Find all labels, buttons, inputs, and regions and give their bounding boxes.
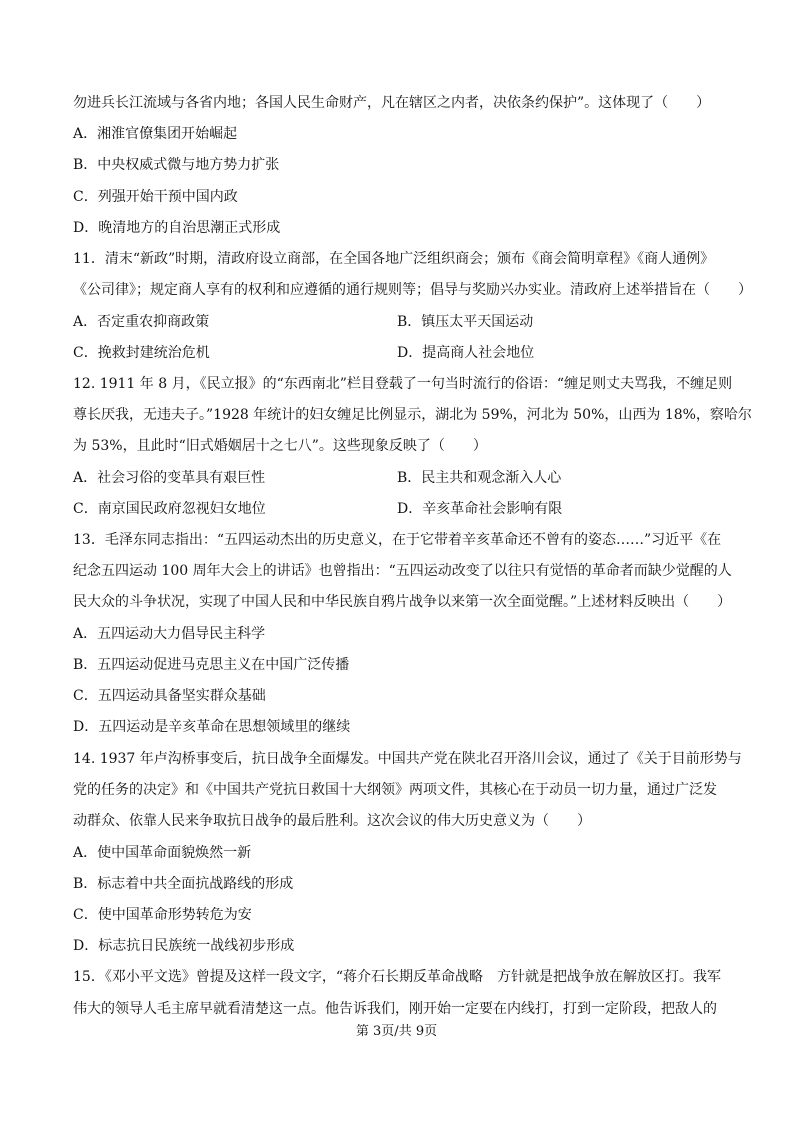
question-11-stem-line: 11．清末“新政”时期，清政府设立商部，在全国各地广泛组织商会；颁布《商会简明章程》《商人通例》: [73, 251, 715, 267]
q11-option-b: B．镇压太平天国运动: [397, 314, 534, 330]
q12-option-a: A．社会习俗的变革具有艰巨性: [73, 470, 266, 486]
question-15-stem-line: 伟大的领导人毛主席早就看清楚这一点。他告诉我们，刚开始一定要在内线打，打到一定阶段，把敌人的: [73, 1001, 717, 1017]
page-number-footer: 第 3页/共 9页: [355, 1024, 438, 1039]
question-14-stem-line: 党的任务的决定》和《中国共产党抗日救国十大纲领》两项文件，其核心在于动员一切力量，通过广泛发: [73, 782, 717, 798]
question-12-stem-line: 为 53%，且此时“旧式婚姻居十之七八”。这些现象反映了（ ）: [73, 438, 487, 454]
q11-option-c: C．挽救封建统治危机: [73, 345, 210, 361]
q12-option-d: D．辛亥革命社会影响有限: [397, 501, 563, 517]
q10-option-a: A．湘淮官僚集团开始崛起: [73, 126, 238, 142]
q14-option-d: D．标志抗日民族统一战线初步形成: [73, 938, 295, 954]
question-13-stem-line: 13．毛泽东同志指出：“五四运动杰出的历史意义，在于它带着辛亥革命还不曾有的姿态……”习近平《在: [73, 532, 722, 548]
q10-option-c: C．列强开始干预中国内政: [73, 189, 238, 205]
q13-option-b: B．五四运动促进马克思主义在中国广泛传播: [73, 657, 350, 673]
question-15-stem-line: 15．《邓小平文选》曾提及这样一段文字，“蒋介石长期反革命战略 方针就是把战争放在解放区打。我军: [73, 969, 721, 985]
q13-option-c: C．五四运动具备坚实群众基础: [73, 688, 266, 704]
question-14-stem-line: 14. 1937 年卢沟桥事变后，抗日战争全面爆发。中国共产党在陕北召开洛川会议，通过了《关于目前形势与: [73, 751, 742, 767]
q14-option-b: B．标志着中共全面抗战路线的形成: [73, 876, 294, 892]
question-12-stem-line: 尊长厌我，无违夫子。”1928 年统计的妇女缠足比例显示，湖北为 59%，河北为 50%，山西为 18%，察哈尔: [73, 407, 752, 423]
q14-option-c: C．使中国革命形势转危为安: [73, 907, 252, 923]
question-13-stem-line: 民大众的斗争状况，实现了中国人民和中华民族自鸦片战争以来第一次全面觉醒。”上述材料反映出（ ）: [73, 594, 732, 610]
question-10-stem-tail: 勿进兵长江流域与各省内地；各国人民生命财产，凡在辖区之内者，决依条约保护”。这体现了（ ）: [73, 95, 711, 111]
q11-option-a: A．否定重农抑商政策: [73, 314, 210, 330]
q12-option-b: B．民主共和观念渐入人心: [397, 470, 562, 486]
question-13-stem-line: 纪念五四运动 100 周年大会上的讲话》也曾指出：“五四运动改变了以往只有觉悟的革命者而缺少觉醒的人: [73, 563, 732, 579]
q10-option-b: B．中央权威式微与地方势力扩张: [73, 157, 280, 173]
q13-option-a: A．五四运动大力倡导民主科学: [73, 626, 266, 642]
question-12-stem-line: 12. 1911 年 8 月，《民立报》的“东西南北”栏目登载了一句当时流行的俗语：“缠足则丈夫骂我，不缠足则: [73, 376, 733, 392]
q10-option-d: D．晚清地方的自治思潮正式形成: [73, 220, 281, 236]
q13-option-d: D．五四运动是辛亥革命在思想领域里的继续: [73, 719, 351, 735]
question-11-stem-line: 《公司律》；规定商人享有的权利和应遵循的通行规则等；倡导与奖励兴办实业。清政府上述举措旨在（ ）: [73, 282, 752, 298]
question-14-stem-line: 动群众、依靠人民来争取抗日战争的最后胜利。这次会议的伟大历史意义为（ ）: [73, 813, 591, 829]
q11-option-d: D．提高商人社会地位: [397, 345, 535, 361]
q14-option-a: A．使中国革命面貌焕然一新: [73, 845, 252, 861]
q12-option-c: C．南京国民政府忽视妇女地位: [73, 501, 266, 517]
